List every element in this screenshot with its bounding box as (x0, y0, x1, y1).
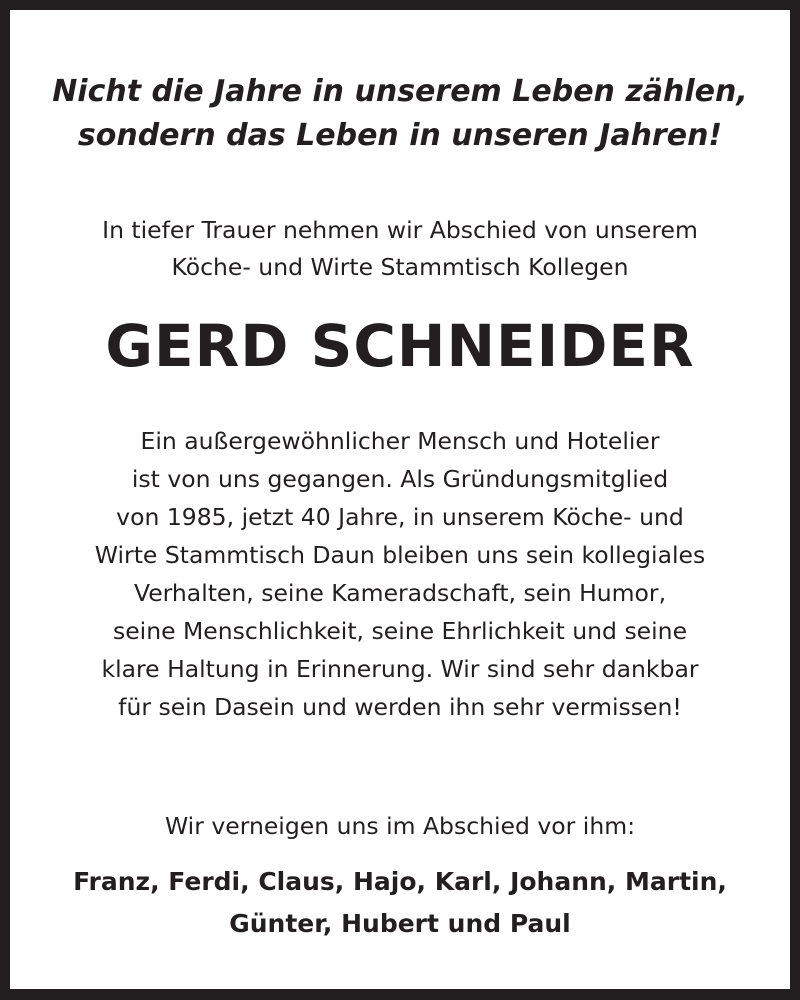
signatories-line: Günter, Hubert und Paul (229, 909, 571, 938)
body-line: für sein Dasein und werden ihn sehr vermissen! (118, 693, 682, 721)
intro-line: In tiefer Trauer nehmen wir Abschied von unserem (102, 216, 698, 244)
body-line: Wirte Stammtisch Daun bleiben uns sein kollegiales (94, 541, 706, 569)
body-line: klare Haltung in Erinnerung. Wir sind sehr dankbar (101, 655, 699, 683)
body-line: ist von uns gegangen. Als Gründungsmitglied (131, 465, 669, 493)
deceased-name: GERD SCHNEIDER (105, 312, 695, 380)
intro-line: Köche- und Wirte Stammtisch Kollegen (171, 253, 629, 281)
quote-line: Nicht die Jahre in unserem Leben zählen, (52, 74, 748, 109)
body-line: Ein außergewöhnlicher Mensch und Hotelier (140, 427, 660, 455)
body-line: seine Menschlichkeit, seine Ehrlichkeit und seine (112, 617, 688, 645)
body-line: von 1985, jetzt 40 Jahre, in unserem Köche- und (116, 503, 684, 531)
obituary-notice (10, 10, 790, 989)
signatories-line: Franz, Ferdi, Claus, Hajo, Karl, Johann, Martin, (73, 867, 727, 896)
quote-line: sondern das Leben in unseren Jahren! (77, 118, 723, 153)
farewell-line: Wir verneigen uns im Abschied vor ihm: (164, 812, 636, 840)
body-line: Verhalten, seine Kameradschaft, sein Humor, (133, 579, 667, 607)
